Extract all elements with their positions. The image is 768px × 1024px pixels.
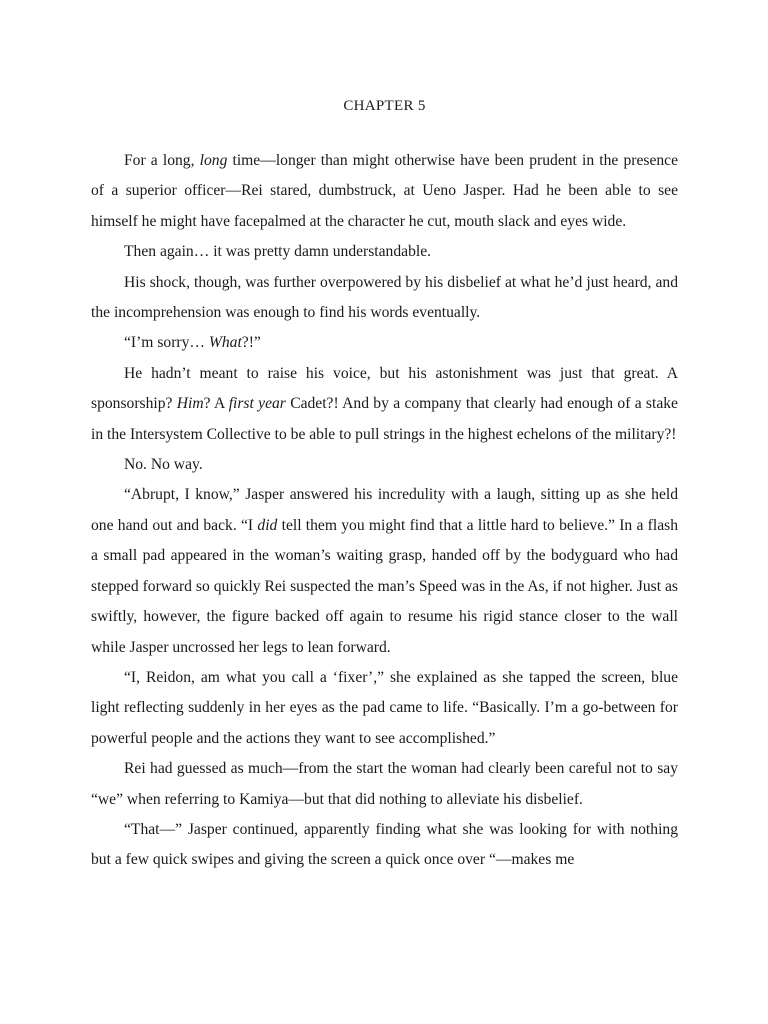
book-page	[91, 92, 678, 876]
paragraph	[91, 328, 678, 358]
italic-text-run: What	[208, 334, 242, 352]
text-run: tell them you might find that a little hard to believe.” In a flash a small pad appeared in the woman’s waiting grasp, handed off by the bodyguard who had stepped forward so quickly Rei suspected the man’s Speed was in the As, if not higher. Just as swiftly, however, the figure backed off again to resume his rigid stance closer to the wall while Jasper uncrossed her legs to lean forward.	[91, 516, 678, 656]
italic-text-run: Him	[176, 395, 204, 413]
paragraph	[91, 359, 678, 450]
italic-text-run: did	[257, 516, 278, 534]
text-run: His shock, though, was further overpowered by his disbelief at what he’d just heard, and the incomprehension was enough to find his words eventually.	[91, 273, 678, 322]
paragraph	[91, 480, 678, 662]
text-run: Cadet?! And by a company that clearly had enough of a stake in the Intersystem Collective to be able to pull strings in the highest echelons of the military?!	[91, 395, 678, 443]
text-run: Rei had guessed as much—from the start the woman had clearly been careful not to say “we” when referring to Kamiya—but that did nothing to alleviate his disbelief.	[91, 760, 678, 808]
text-run: Then again… it was pretty damn understandable.	[124, 243, 432, 261]
text-run: He hadn’t meant to raise his voice, but his astonishment was just that great. A sponsorship?	[91, 364, 678, 413]
text-run: For a long,	[124, 152, 200, 169]
text-run: time—longer than might otherwise have been prudent in the presence of a superior officer—Rei stared, dumbstruck, at Ueno Jasper. Had he been able to see himself he might have facepalmed at the character he cut, mouth slack and eyes wide.	[91, 152, 679, 230]
paragraph	[91, 146, 678, 237]
paragraph	[91, 754, 678, 815]
text-run: “That—” Jasper continued, apparently finding what she was looking for with nothing but a few quick swipes and giving the screen a quick once over “—makes me	[91, 820, 678, 869]
paragraph	[91, 237, 678, 267]
italic-text-run: first year	[228, 395, 286, 413]
chapter-title: CHAPTER 5	[343, 98, 426, 114]
paragraph	[91, 663, 678, 754]
italic-text-run: long	[199, 152, 228, 169]
text-run: ? A	[203, 395, 229, 413]
paragraph	[91, 450, 678, 480]
text-run: “I’m sorry…	[124, 334, 209, 352]
text-run: “I, Reidon, am what you call a ‘fixer’,” she explained as she tapped the screen, blue light reflecting suddenly in her eyes as the pad came to life. “Basically. I’m a go-between for powerful people and the actions they want to see accomplished.”	[91, 668, 678, 747]
text-run: “Abrupt, I know,” Jasper answered his incredulity with a laugh, sitting up as she held one hand out and back. “I	[91, 486, 678, 534]
chapter-body	[91, 146, 678, 876]
paragraph	[91, 268, 678, 329]
paragraph	[91, 815, 678, 876]
text-run: No. No way.	[124, 456, 203, 474]
text-run: ?!”	[241, 334, 261, 352]
